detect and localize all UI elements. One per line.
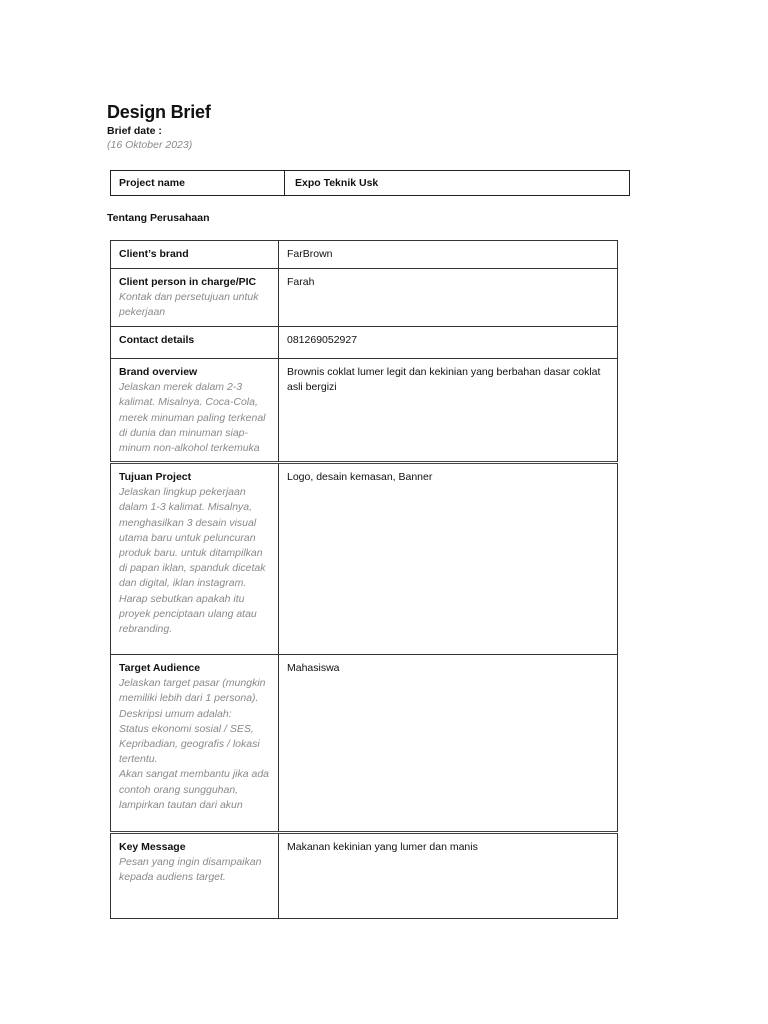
page-title: Design Brief — [107, 102, 211, 122]
table-cell-label — [111, 269, 279, 327]
table-row-brand-overview — [111, 359, 618, 463]
row-value: Mahasiswa — [287, 662, 340, 674]
table-cell-value — [279, 655, 618, 833]
table-cell-label — [111, 359, 279, 463]
row-label: Client’s brand — [119, 248, 189, 260]
row-label: Contact details — [119, 334, 195, 346]
row-value: 081269052927 — [287, 334, 358, 346]
table-row-pic — [111, 269, 618, 327]
row-value: FarBrown — [287, 248, 333, 260]
table-row-client-brand — [111, 241, 618, 269]
table-cell-value — [279, 327, 618, 359]
table-cell-value — [279, 463, 618, 655]
row-value: Farah — [287, 276, 315, 288]
row-value: Makanan kekinian yang lumer dan manis — [287, 841, 478, 853]
row-description: Jelaskan lingkup pekerjaan dalam 1-3 kalimat. Misalnya, menghasilkan 3 desain visual utama baru untuk peluncuran produk baru. untuk ditampilkan di papan iklan, spanduk dicetak dan digital, iklan instagram. Harap sebutkan apakah itu proyek penciptaan ulang atau rebranding. — [119, 486, 266, 636]
section-title: Tentang Perusahaan — [107, 212, 210, 224]
table-cell-label — [111, 833, 279, 919]
company-info-table — [110, 240, 618, 919]
row-description: Pesan yang ingin disampaikan kepada audiens target. — [119, 856, 262, 884]
row-label: Brand overview — [119, 366, 198, 378]
table-cell-label — [111, 241, 279, 269]
table-row-target-audience — [111, 655, 618, 833]
brief-date-label: Brief date : — [107, 125, 162, 137]
project-name-value: Expo Teknik Usk — [295, 177, 379, 189]
table-cell-label — [111, 655, 279, 833]
project-name-table — [110, 170, 630, 196]
row-description: Jelaskan target pasar (mungkin memiliki lebih dari 1 persona). Deskripsi umum adalah: Status ekonomi sosial / SES, Kepribadian, geografis / lokasi tertentu. Akan sangat membantu jika ada contoh orang sungguhan, lampirkan tautan dari akun — [119, 677, 270, 811]
table-cell-value — [279, 269, 618, 327]
row-description: Jelaskan merek dalam 2-3 kalimat. Misalnya. Coca-Cola, merek minuman paling terkenal di dunia dan minuman siap-minum non-alkohol terkemuka — [119, 381, 266, 455]
row-label: Tujuan Project — [119, 471, 192, 483]
table-row-key-message — [111, 833, 618, 919]
row-value: Brownis coklat lumer legit dan kekinian yang berbahan dasar coklat asli bergizi — [287, 366, 601, 394]
brief-date-value: (16 Oktober 2023) — [107, 139, 193, 151]
row-description: Kontak dan persetujuan untuk pekerjaan — [119, 291, 259, 319]
table-cell-value — [279, 833, 618, 919]
table-row-contact — [111, 327, 618, 359]
row-value: Logo, desain kemasan, Banner — [287, 471, 433, 483]
row-label: Key Message — [119, 841, 186, 853]
row-label: Client person in charge/PIC — [119, 276, 257, 288]
description-clip — [119, 676, 270, 816]
table-cell-value — [279, 359, 618, 463]
table-cell-label — [111, 463, 279, 655]
project-name-label: Project name — [111, 171, 285, 195]
row-label: Target Audience — [119, 662, 201, 674]
table-cell-label — [111, 327, 279, 359]
table-cell-value — [279, 241, 618, 269]
table-row-tujuan-project — [111, 463, 618, 655]
